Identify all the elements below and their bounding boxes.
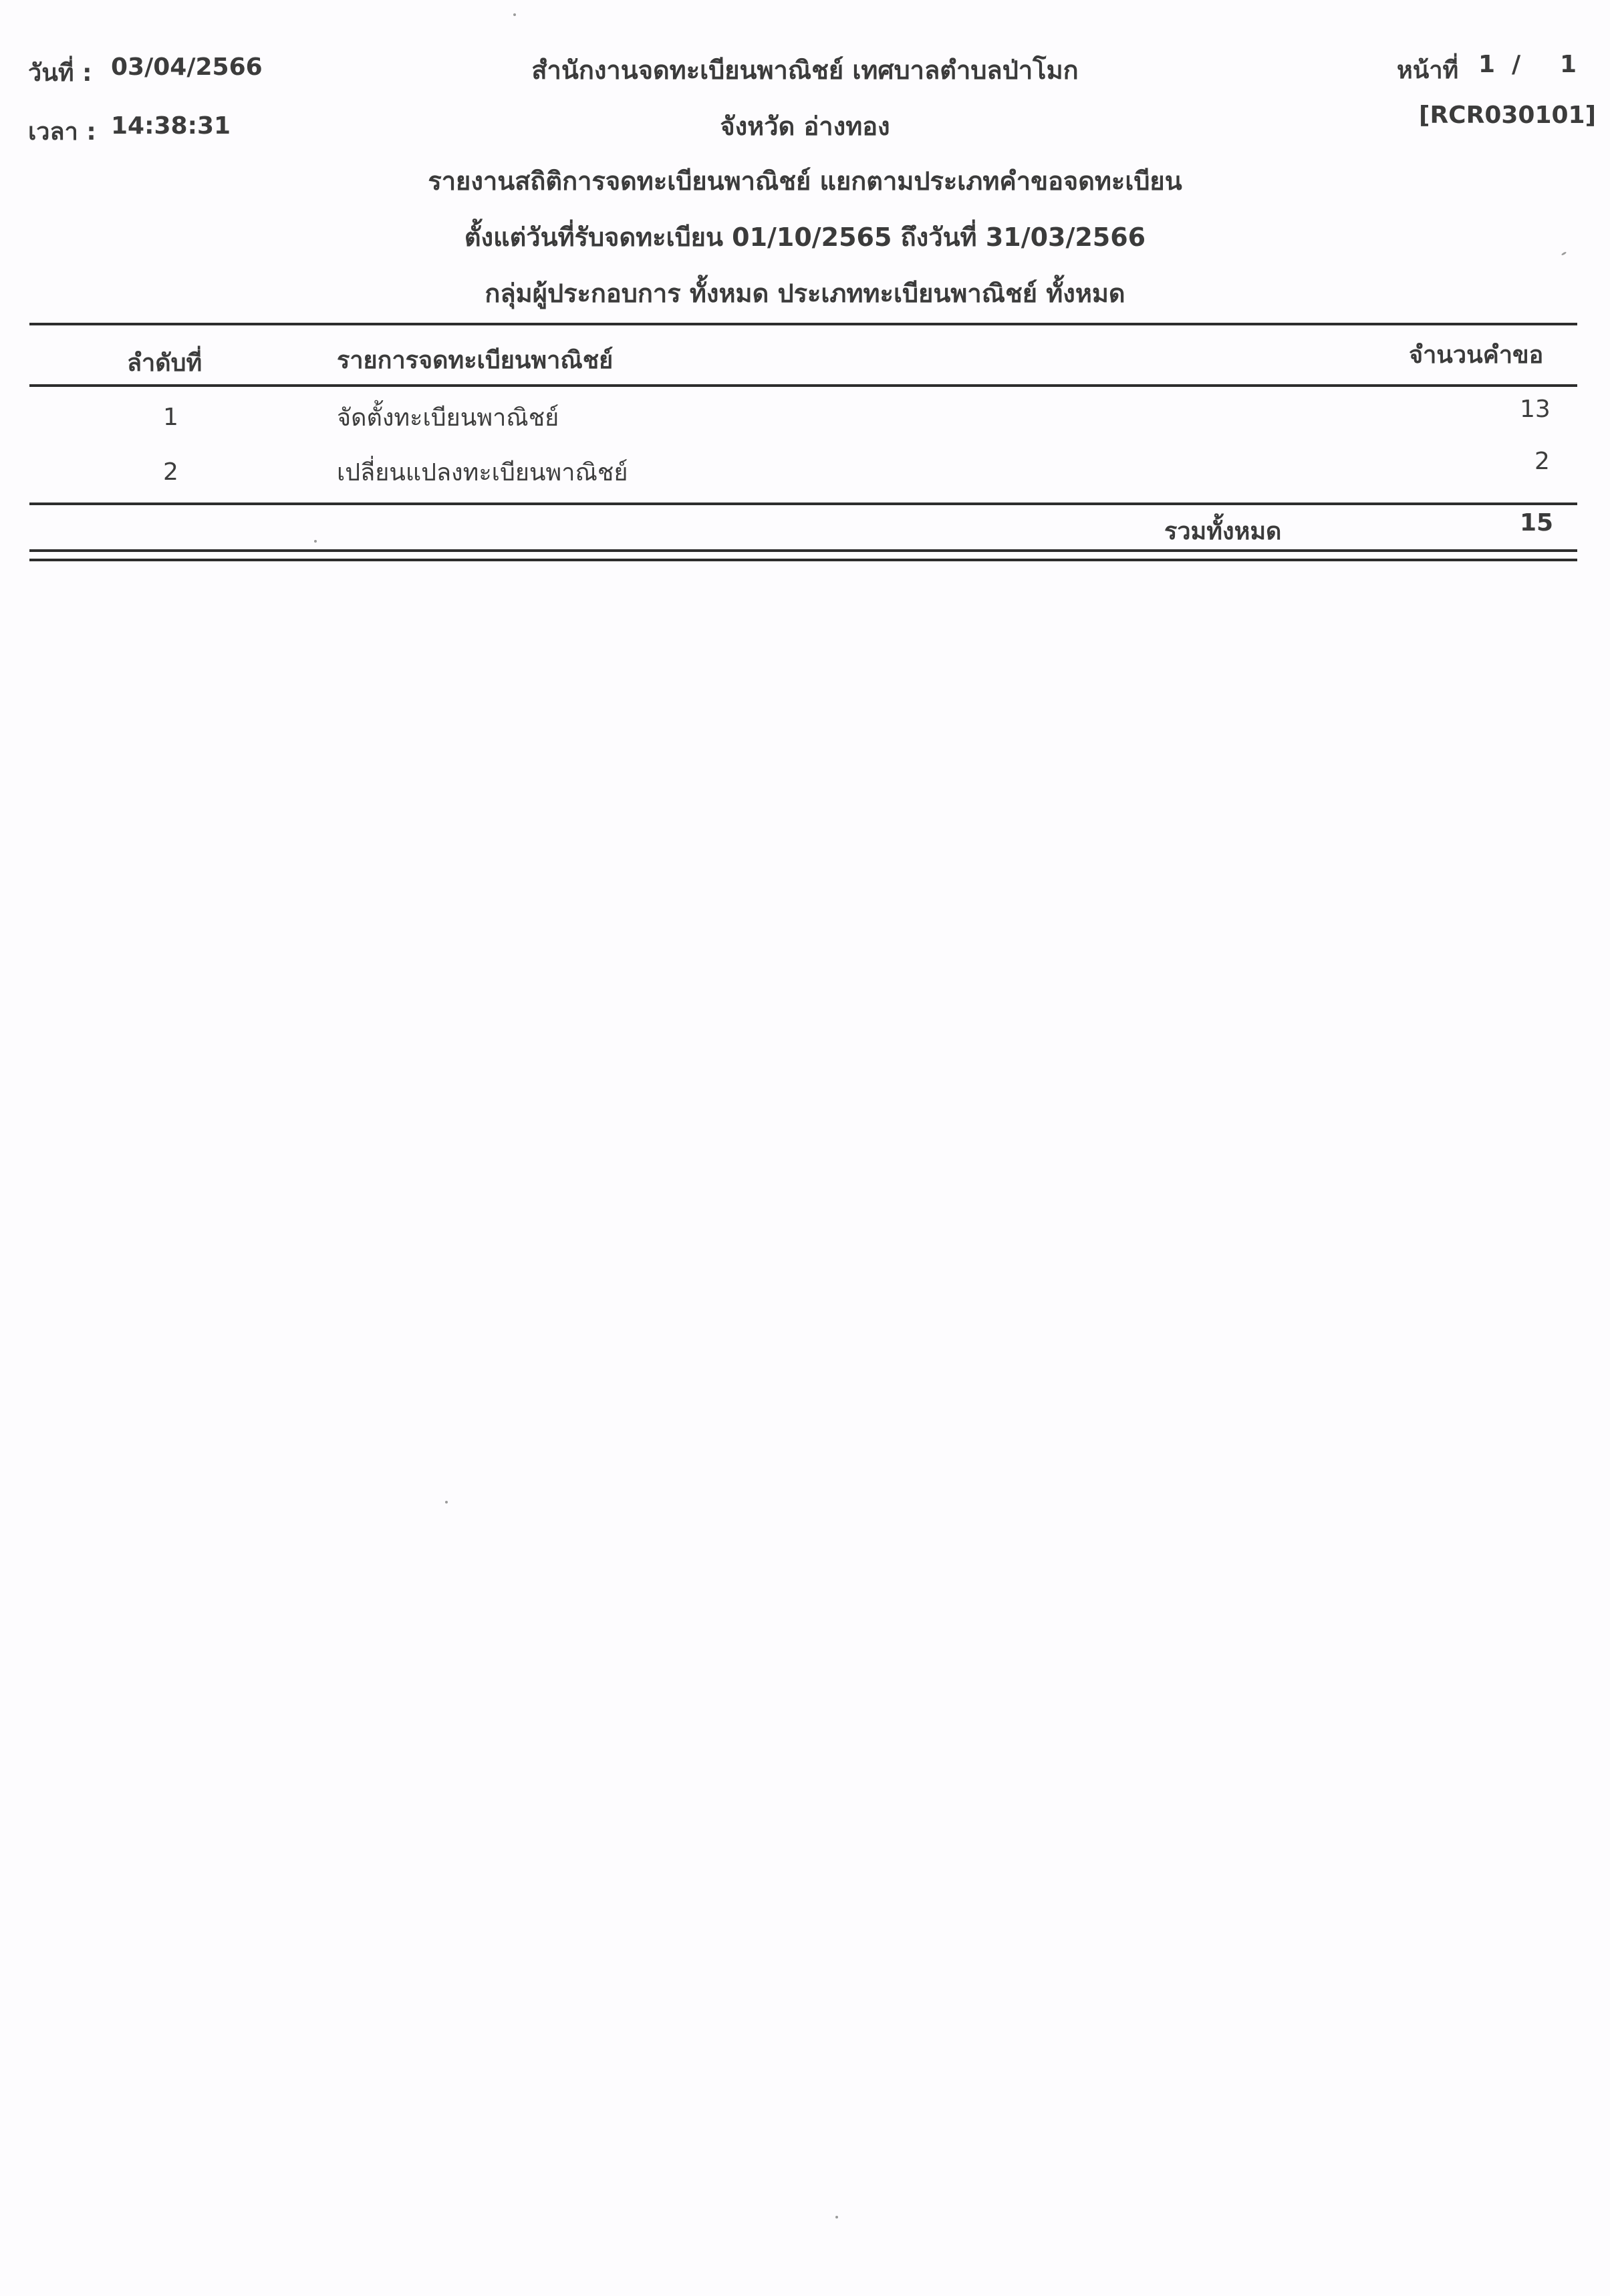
page-current: 1 xyxy=(1478,51,1496,78)
row-count: 13 xyxy=(1520,396,1551,423)
time-label: เวลา : xyxy=(28,118,96,146)
scan-speck xyxy=(513,13,516,16)
date-label: วันที่ : xyxy=(28,59,92,87)
row-no: 2 xyxy=(163,458,178,486)
scan-speck xyxy=(835,2216,838,2218)
row-item: เปลี่ยนแปลงทะเบียนพาณิชย์ xyxy=(337,459,628,486)
total-value: 15 xyxy=(1520,509,1554,537)
scan-speck xyxy=(445,1501,448,1503)
report-filter: กลุ่มผู้ประกอบการ ทั้งหมด ประเภททะเบียนพาณิชย์ ทั้งหมด xyxy=(485,279,1125,308)
table-bottom-rule-2 xyxy=(29,559,1577,561)
table-row xyxy=(29,448,1577,498)
time-value: 14:38:31 xyxy=(111,112,231,140)
table-header-rule xyxy=(29,384,1577,387)
table-row xyxy=(29,396,1577,442)
report-title: รายงานสถิติการจดทะเบียนพาณิชย์ แยกตามประเภทคำขอจดทะเบียน xyxy=(428,166,1182,196)
page-total: 1 xyxy=(1560,51,1577,78)
report-period: ตั้งแต่วันที่รับจดทะเบียน 01/10/2565 ถึงวันที่ 31/03/2566 xyxy=(464,223,1146,252)
page-label: หน้าที่ xyxy=(1397,57,1459,84)
row-item: จัดตั้งทะเบียนพาณิชย์ xyxy=(337,404,559,432)
page-separator: / xyxy=(1512,51,1521,78)
scan-speck xyxy=(314,540,317,543)
column-heading-count: จำนวนคำขอ xyxy=(1409,341,1544,369)
column-heading-item: รายการจดทะเบียนพาณิชย์ xyxy=(337,347,614,374)
table-bottom-rule-1 xyxy=(29,549,1577,552)
total-label: รวมทั้งหมด xyxy=(1164,518,1282,545)
table-top-rule xyxy=(29,323,1577,325)
row-count: 2 xyxy=(1534,448,1550,475)
report-code: [RCR030101] xyxy=(1419,102,1597,129)
office-name: สำนักงานจดทะเบียนพาณิชย์ เทศบาลตำบลป่าโมก xyxy=(531,55,1079,85)
date-value: 03/04/2566 xyxy=(111,53,263,81)
table-total-rule xyxy=(29,503,1577,505)
row-no: 1 xyxy=(163,404,178,431)
column-heading-no: ลำดับที่ xyxy=(127,349,203,377)
province-name: จังหวัด อ่างทอง xyxy=(720,112,890,141)
